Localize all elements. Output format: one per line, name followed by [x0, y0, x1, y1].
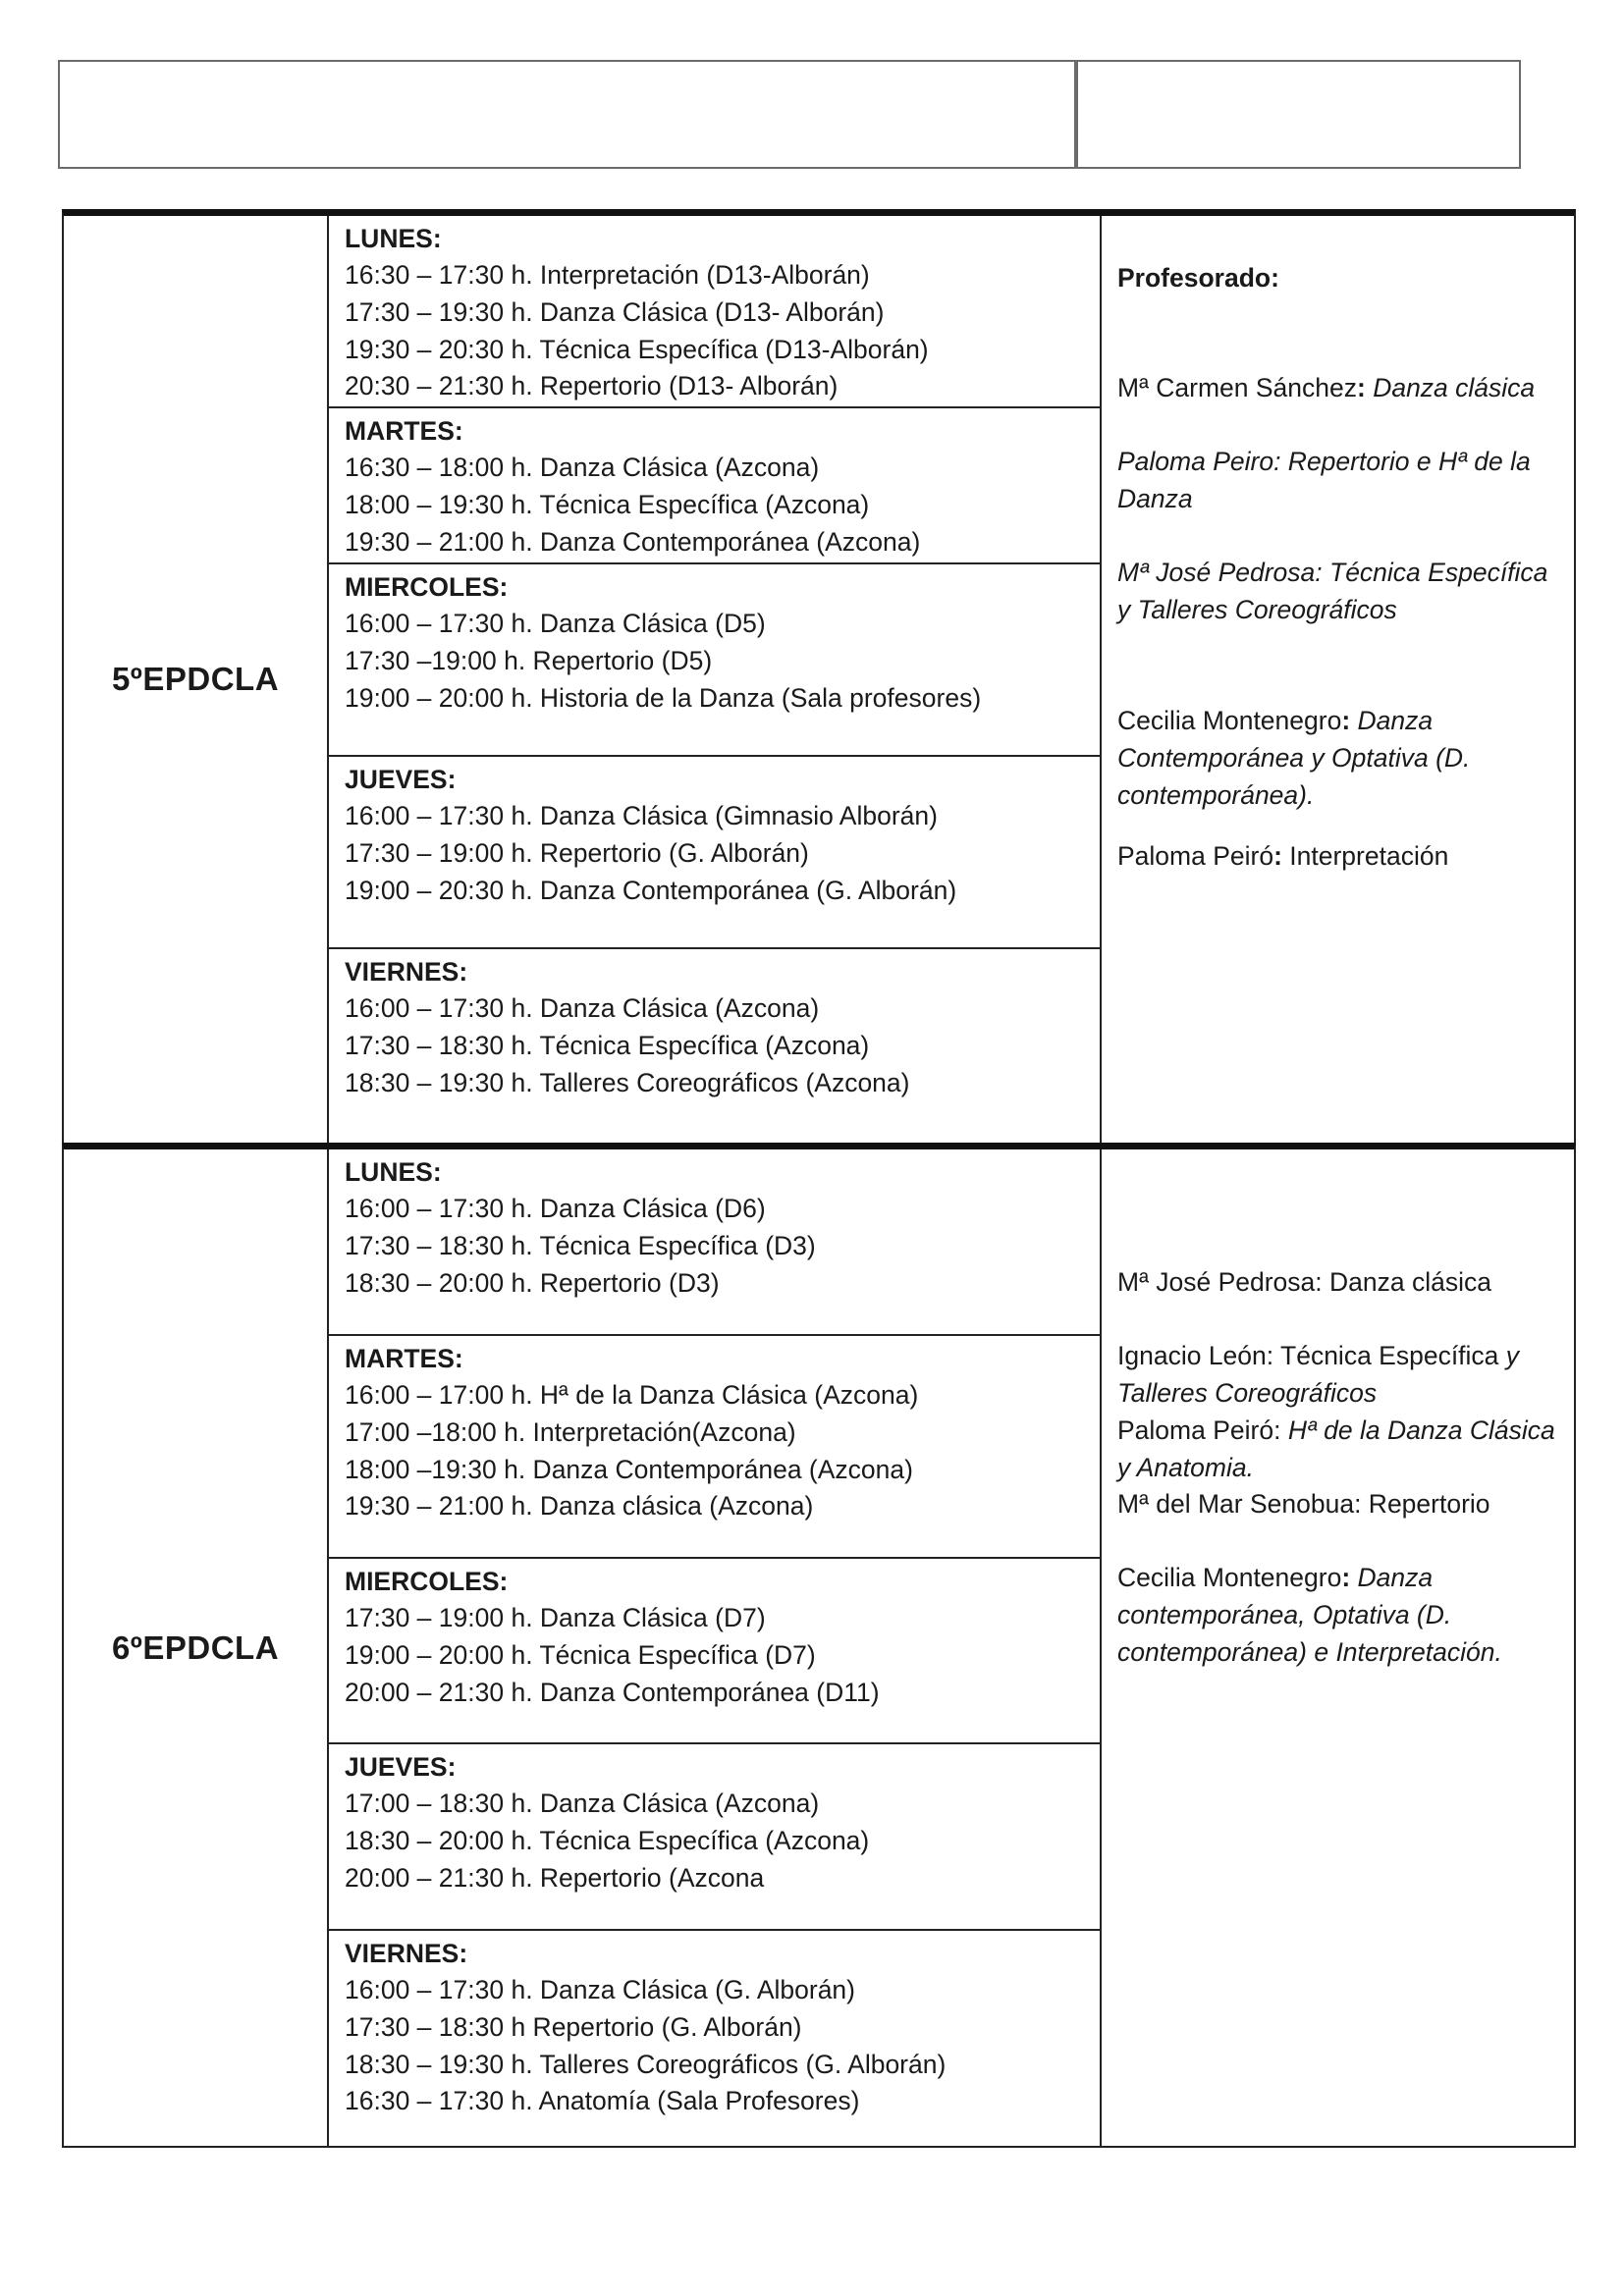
schedule-entry: 20:00 – 21:30 h. Danza Contemporánea (D11) [345, 1677, 880, 1707]
teacher-entry [1117, 703, 1562, 814]
teacher-sep: : [1273, 841, 1282, 871]
teacher-name: Cecilia Montenegro [1117, 1563, 1342, 1592]
teacher-name: Paloma Peiró [1117, 841, 1274, 871]
schedule-entry: 16:00 – 17:30 h. Danza Clásica (Gimnasio Alborán) [345, 801, 938, 830]
day-wednesday [329, 1559, 1100, 1744]
schedule-entry: 18:00 –19:30 h. Danza Contemporánea (Azcona) [345, 1454, 913, 1484]
teacher-name: Mª José Pedrosa: Danza clásica [1117, 1267, 1491, 1297]
teacher-sep: : [1341, 706, 1351, 735]
day-friday [329, 949, 1100, 1143]
teacher-name: Cecilia Montenegro [1117, 706, 1342, 735]
schedule-entry: 19:00 – 20:30 h. Danza Contemporánea (G. Alborán) [345, 875, 957, 905]
day-name: MARTES: [345, 416, 463, 446]
teacher-entry [1117, 1338, 1562, 1413]
schedule-entry: 17:30 – 19:00 h. Danza Clásica (D7) [345, 1603, 766, 1632]
schedule-entry: 17:30 –19:00 h. Repertorio (D5) [345, 645, 713, 675]
teacher-entry [1117, 370, 1562, 407]
schedule-entry: 19:30 – 21:00 h. Danza clásica (Azcona) [345, 1491, 814, 1522]
schedule-entry: 18:30 – 19:30 h. Talleres Coreográficos (Azcona) [345, 1067, 910, 1097]
day-name: LUNES: [345, 1157, 442, 1187]
teacher-entry [1117, 1560, 1562, 1671]
schedule-entry: 18:00 – 19:30 h. Técnica Específica (Azcona) [345, 489, 870, 519]
teacher-entry [1117, 1486, 1562, 1523]
schedule-cell [329, 1149, 1102, 2146]
teacher-entry [1117, 444, 1562, 518]
teacher-subject: Hª de la Danza Clásica y Anatomia. [1117, 1415, 1555, 1482]
course-label: 6ºEPDCLA [111, 1629, 280, 1666]
teacher-name: Paloma Peiró: [1117, 1415, 1288, 1445]
schedule-entry: 17:30 – 18:30 h Repertorio (G. Alborán) [345, 2011, 802, 2042]
course-cell [64, 1149, 329, 2146]
day-thursday [329, 1744, 1100, 1931]
schedule-cell [329, 216, 1102, 1143]
day-wednesday [329, 564, 1100, 757]
schedule-entry: 20:00 – 21:30 h. Repertorio (Azcona [345, 1862, 765, 1893]
schedule-entry: 19:30 – 20:30 h. Técnica Específica (D13-Alborán) [345, 334, 929, 364]
teachers-cell [1102, 216, 1574, 1143]
teacher-entry [1117, 555, 1562, 629]
header-box-left [58, 60, 1076, 169]
schedule-entry: 16:30 – 18:00 h. Danza Clásica (Azcona) [345, 453, 820, 482]
day-name: JUEVES: [345, 1752, 457, 1782]
day-name: JUEVES: [345, 765, 457, 794]
teacher-entry [1117, 838, 1562, 876]
schedule-entry: 19:30 – 21:00 h. Danza Contemporánea (Azcona) [345, 526, 921, 557]
day-name: VIERNES: [345, 957, 468, 987]
teacher-sep: : [1341, 1563, 1351, 1592]
day-friday [329, 1931, 1100, 2147]
day-tuesday [329, 1336, 1100, 1559]
header-box-right-mark [1081, 64, 1084, 74]
day-name: VIERNES: [345, 1939, 468, 1968]
schedule-entry: 18:30 – 19:30 h. Talleres Coreográficos (G. Alborán) [345, 2049, 947, 2079]
schedule-entry: 16:30 – 17:30 h. Interpretación (D13-Alborán) [345, 260, 870, 290]
teacher-name: Mª del Mar Senobua: Repertorio [1117, 1489, 1490, 1519]
teacher-entry [1117, 1413, 1562, 1487]
header-box-left-mark [63, 64, 66, 74]
schedule-entry: 16:00 – 17:30 h. Danza Clásica (Azcona) [345, 993, 820, 1023]
day-tuesday [329, 408, 1100, 564]
schedule-entry: 16:00 – 17:30 h. Danza Clásica (D6) [345, 1194, 766, 1223]
course-label: 5ºEPDCLA [111, 661, 280, 697]
teacher-subject: y Talleres Coreográficos [1117, 1341, 1520, 1408]
schedule-entry: 17:30 – 18:30 h. Técnica Específica (Azcona) [345, 1030, 870, 1060]
teacher-entry [1117, 1264, 1562, 1302]
teacher-subject: Interpretación [1281, 841, 1449, 871]
header-box-right [1076, 60, 1521, 169]
day-thursday [329, 757, 1100, 949]
course-block-5 [62, 209, 1576, 1143]
schedule-entry: 18:30 – 20:00 h. Repertorio (D3) [345, 1267, 720, 1298]
teachers-heading: Profesorado: [1117, 263, 1279, 293]
day-name: MIERCOLES: [345, 1567, 509, 1596]
teachers-cell [1102, 1149, 1574, 2146]
course-block-6 [62, 1143, 1576, 2148]
schedule-entry: 17:00 –18:00 h. Interpretación(Azcona) [345, 1416, 796, 1447]
teacher-sep: : [1357, 373, 1366, 402]
schedule-entry: 19:00 – 20:00 h. Historia de la Danza (Sala profesores) [345, 682, 982, 713]
teacher-subject: Danza clásica [1365, 373, 1536, 402]
schedule-entry: 17:30 – 19:30 h. Danza Clásica (D13- Alborán) [345, 296, 885, 327]
day-monday [329, 1149, 1100, 1336]
teacher-subject: Danza contemporánea, Optativa (D. contemporánea) e Interpretación. [1117, 1563, 1502, 1667]
schedule-entry: 20:30 – 21:30 h. Repertorio (D13- Alborán) [345, 371, 839, 401]
schedule-entry: 18:30 – 20:00 h. Técnica Específica (Azcona) [345, 1825, 870, 1855]
schedule-entry: 17:00 – 18:30 h. Danza Clásica (Azcona) [345, 1789, 820, 1818]
day-name: LUNES: [345, 224, 442, 253]
schedule-entry: 16:00 – 17:30 h. Danza Clásica (G. Alborán) [345, 1975, 855, 2004]
course-cell [64, 216, 329, 1143]
schedule-entry: 19:00 – 20:00 h. Técnica Específica (D7) [345, 1639, 816, 1670]
teacher-subject: Danza Contemporánea y Optativa (D. contemporánea). [1117, 706, 1471, 810]
teacher-name: Ignacio León: Técnica Específica [1117, 1341, 1499, 1370]
schedule-entry: 16:30 – 17:30 h. Anatomía (Sala Profesores) [345, 2086, 860, 2116]
teacher-name: Mª Carmen Sánchez [1117, 373, 1357, 402]
schedule-entry: 17:30 – 18:30 h. Técnica Específica (D3) [345, 1230, 816, 1260]
teacher-subject: Paloma Peiro: Repertorio e Hª de la Danza [1117, 447, 1531, 513]
day-monday [329, 216, 1100, 408]
day-name: MIERCOLES: [345, 572, 509, 602]
schedule-entry: 17:30 – 19:00 h. Repertorio (G. Alborán) [345, 837, 809, 868]
day-name: MARTES: [345, 1344, 463, 1373]
schedule-entry: 16:00 – 17:00 h. Hª de la Danza Clásica (Azcona) [345, 1380, 919, 1410]
schedule-entry: 16:00 – 17:30 h. Danza Clásica (D5) [345, 609, 766, 638]
teacher-subject: Mª José Pedrosa: Técnica Específica y Talleres Coreográficos [1117, 558, 1548, 624]
